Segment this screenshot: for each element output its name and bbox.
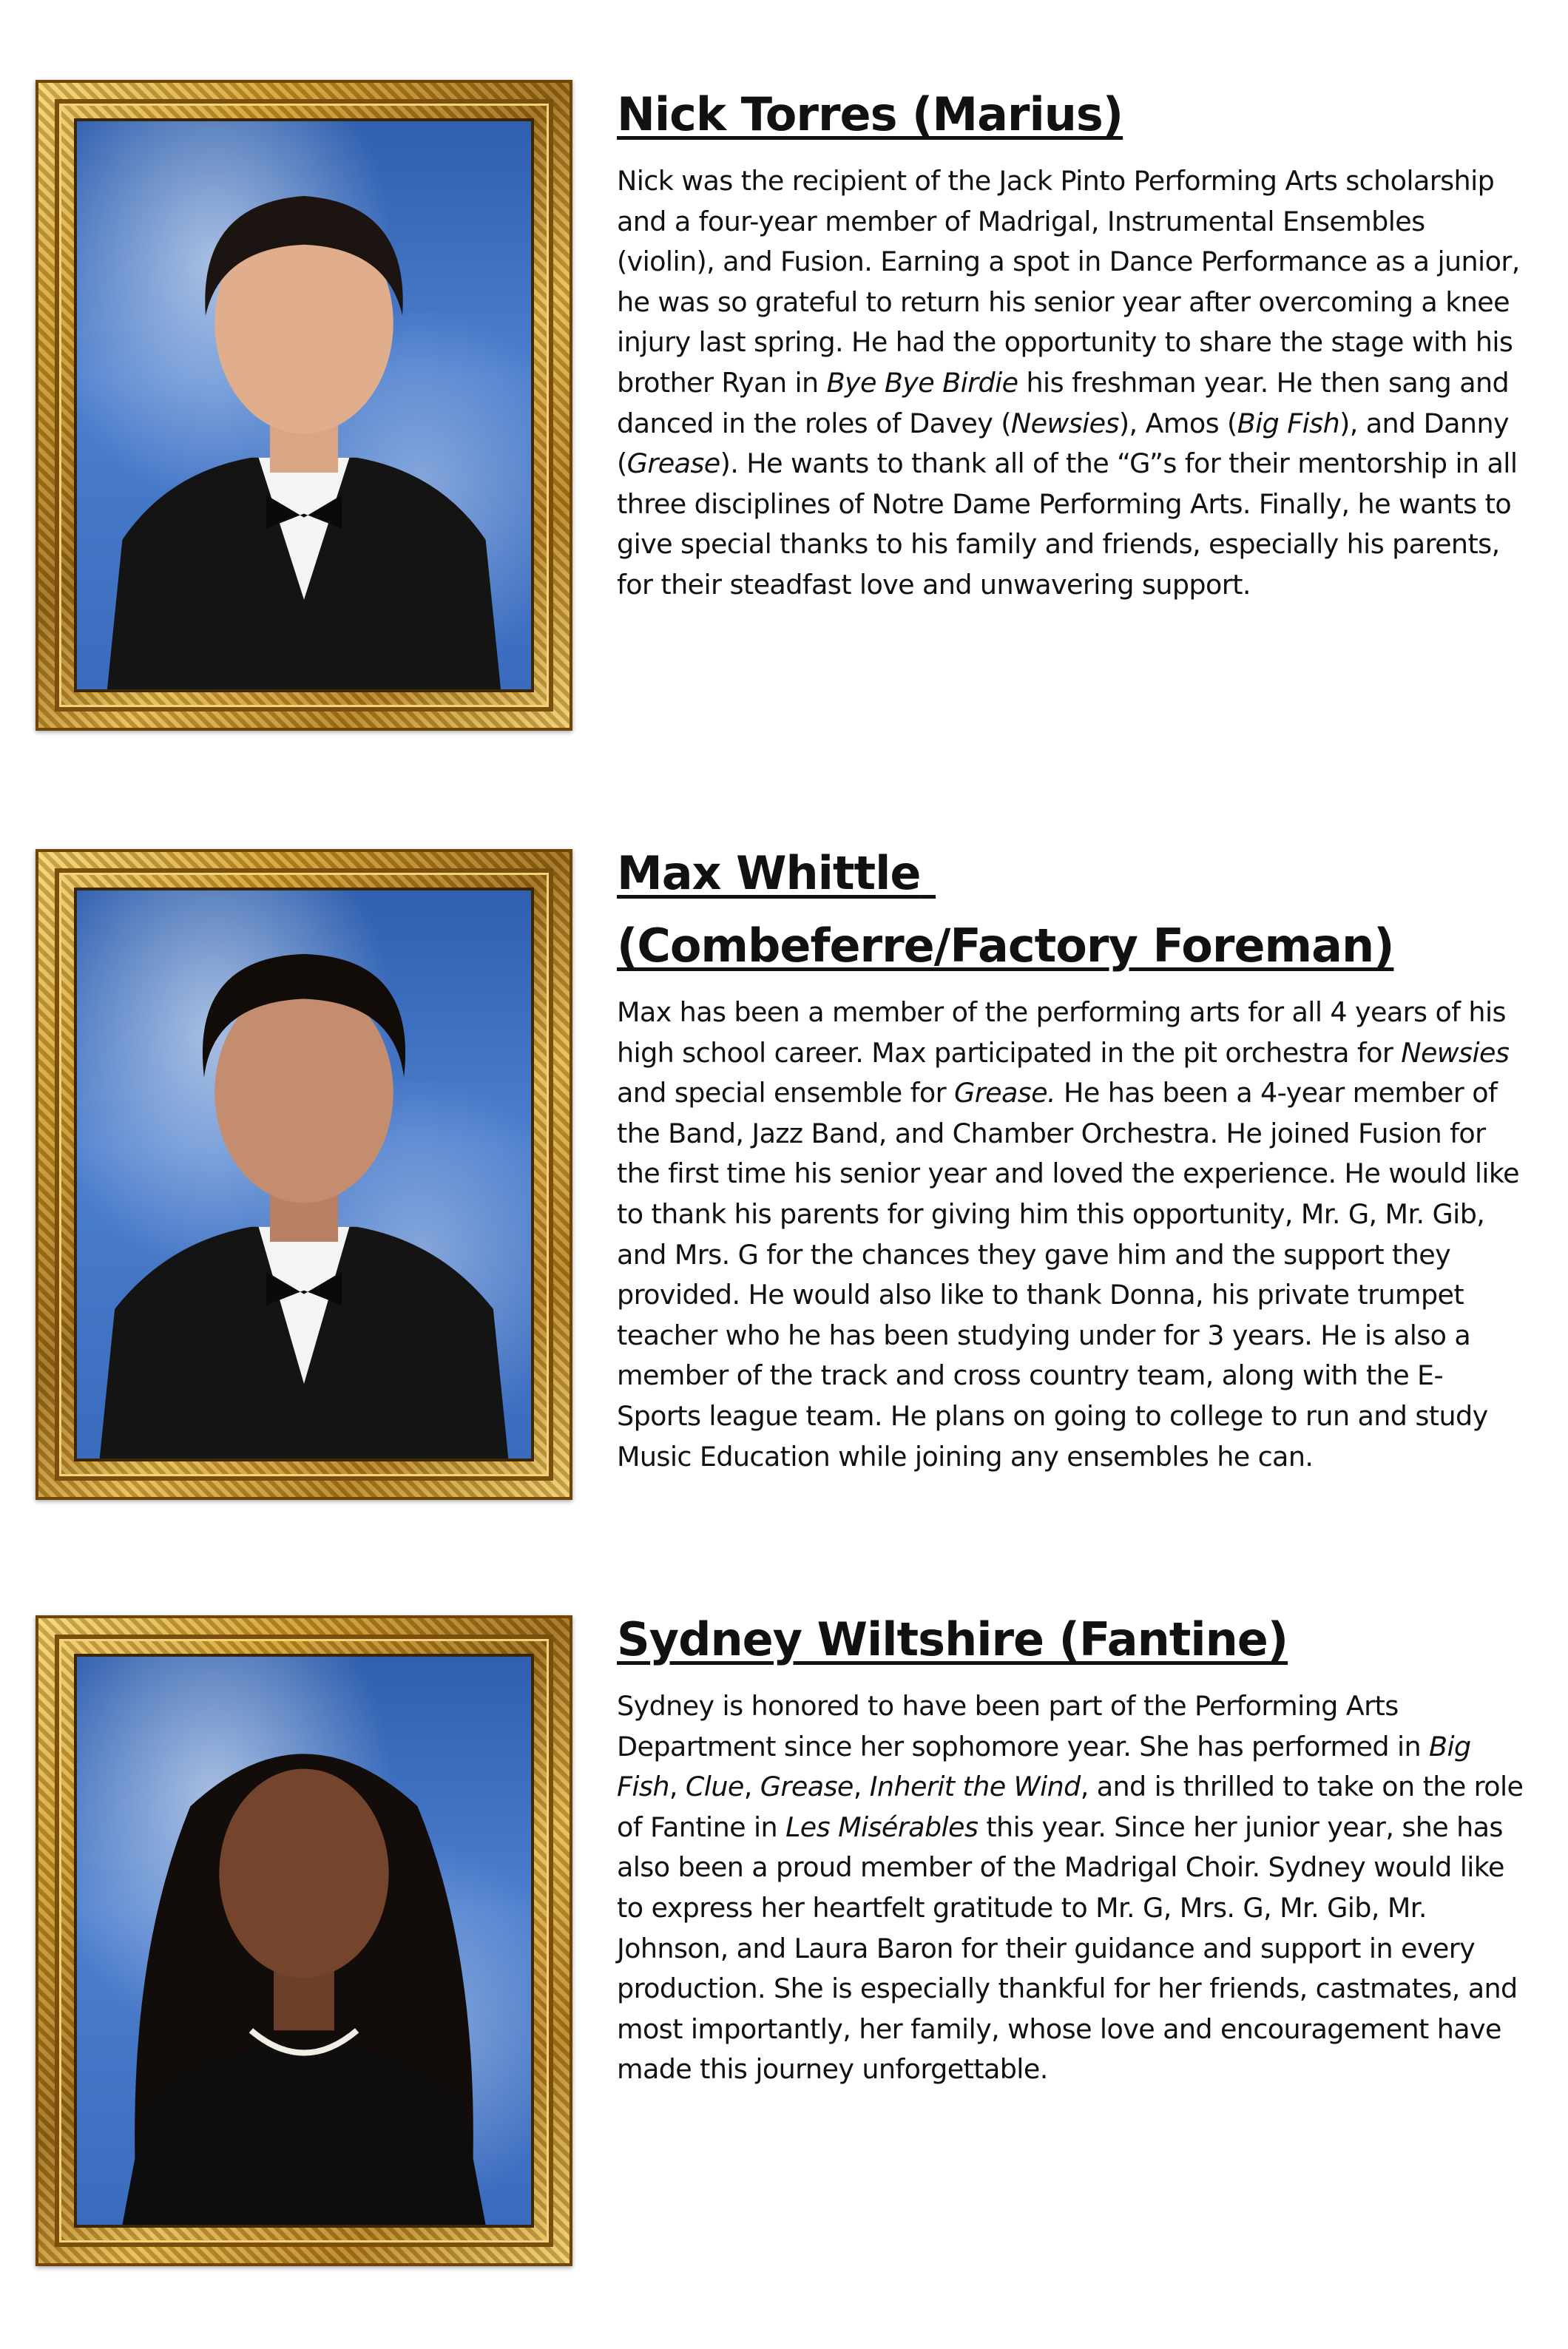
bio-name-heading — [617, 837, 1527, 982]
bio-name-heading: Nick Torres (Marius) — [617, 87, 1123, 141]
bio-italic-title: Grease — [760, 1771, 854, 1803]
bio-name-heading: Sydney Wiltshire (Fantine) — [617, 1612, 1288, 1666]
bio-text-block — [617, 837, 1527, 1477]
bio-text-run: Sydney is honored to have been part of the Performing Arts Department since her sophomore year. She has performed in — [617, 1690, 1430, 1762]
bio-text-run: , and is thrilled to take on the role of Fantine in — [617, 1771, 1524, 1843]
portrait-photo — [77, 890, 531, 1459]
bio-italic-title: Inherit the Wind — [869, 1771, 1081, 1803]
bio-text-run: , — [743, 1771, 760, 1803]
portrait-photo-icon — [77, 121, 531, 689]
bio-text-block — [617, 1603, 1527, 2090]
bio-italic-title: Les Misérables — [785, 1811, 979, 1843]
bio-text-run: ). He wants to thank all of the “G”s for their mentorship in all three disciplines of Notre Dame Performing Arts. Finally, he wants to give special thanks to his family and friends, especially his parents, for their steadfast love and unwavering support. — [617, 447, 1518, 601]
gold-picture-frame — [36, 1615, 572, 2266]
bio-text-run: and special ensemble for — [617, 1077, 955, 1109]
bio-italic-title: Big Fish — [617, 1730, 1471, 1803]
bio-italic-title: Grease. — [954, 1077, 1056, 1109]
bio-italic-title: Bye Bye Birdie — [826, 366, 1018, 399]
portrait-photo-icon — [77, 1657, 531, 2225]
bio-name-line: (Combeferre/Factory Foreman) — [617, 919, 1394, 973]
gold-picture-frame — [36, 849, 572, 1500]
bio-paragraph — [617, 993, 1527, 1477]
bio-text-block — [617, 78, 1527, 606]
bio-italic-title: Newsies — [1401, 1036, 1510, 1069]
portrait-photo-icon — [77, 890, 531, 1459]
bio-italic-title: Grease — [626, 447, 720, 480]
bio-text-run: Max has been a member of the performing arts for all 4 years of his high school career. Max participated in the pit orchestra for — [617, 996, 1506, 1069]
bio-text-run: , — [853, 1771, 870, 1803]
portrait-photo — [77, 121, 531, 689]
bio-text-run: Nick was the recipient of the Jack Pinto Performing Arts scholarship and a four-year member of Madrigal, Instrumental Ensembles (violin), and Fusion. Earning a spot in Dance Performance as a junior, he was so grateful to return his senior year after overcoming a knee injury last spring. He had the opportunity to share the stage with his brother Ryan in — [617, 165, 1520, 399]
bio-text-run: his freshman year. He then sang and danced in the roles of Davey ( — [617, 366, 1510, 439]
bio-italic-title: Clue — [685, 1771, 744, 1803]
gold-picture-frame — [36, 80, 572, 731]
bio-text-run: ), Amos ( — [1118, 407, 1237, 439]
bio-text-run: ), and Danny ( — [617, 407, 1509, 480]
bio-italic-title: Big Fish — [1237, 407, 1340, 439]
bio-name-line: Max Whittle — [617, 846, 921, 900]
portrait-photo — [77, 1657, 531, 2225]
bio-text-run: , — [669, 1771, 686, 1803]
bio-paragraph — [617, 1686, 1527, 2090]
bio-text-run: He has been a 4-year member of the Band, Jazz Band, and Chamber Orchestra. He joined Fusion for the first time his senior year and loved the experience. He would like to thank his parents for giving him this opportunity, Mr. G, Mr. Gib, and Mrs. G for the chances they gave him and the support they provided. He would also like to thank Donna, his private trumpet teacher who he has been studying under for 3 years. He is also a member of the track and cross country team, along with the E-Sports league team. He plans on going to college to run and study Music Education while joining any ensembles he can. — [617, 1077, 1519, 1473]
bio-text-run: this year. Since her junior year, she has also been a proud member of the Madrigal Choir. Sydney would like to express her heartfelt gratitude to Mr. G, Mrs. G, Mr. Gib, Mr. Johnson, and Laura Baron for their guidance and support in every production. She is especially thankful for her friends, castmates, and most importantly, her family, whose love and encouragement have made this journey unforgettable. — [617, 1811, 1518, 2086]
bio-paragraph — [617, 161, 1527, 606]
bio-italic-title: Newsies — [1010, 407, 1119, 439]
